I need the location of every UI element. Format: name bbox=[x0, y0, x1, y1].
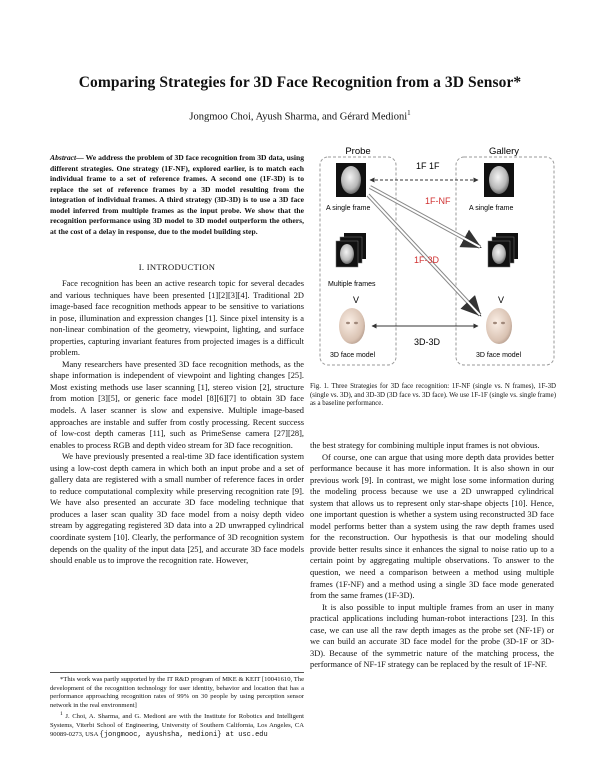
probe-v-symbol: V bbox=[352, 295, 360, 305]
figure-caption: Fig. 1. Three Strategies for 3D face recognition: 1F-NF (single vs. N frames), 1F-3D (single vs. 3D), and 3D-3D (3D face vs. 3D face). We use 1F-1F (single vs. single frame) as a baseline performance. bbox=[310, 383, 556, 408]
abstract-label: Abstract bbox=[50, 153, 77, 162]
author-footnote-mark: 1 bbox=[407, 109, 411, 117]
affiliation-text: J. Choi, A. Sharma, and G. Medioni are with the Institute for Robotics and Intelligent Systems, Viterbi School of Engineering, University of Southern California, Los Angeles, CA 90089-0273, USA bbox=[50, 713, 304, 738]
footnotes bbox=[50, 672, 304, 739]
gallery-v-symbol: V bbox=[497, 295, 505, 305]
gallery-label: Gallery bbox=[488, 146, 520, 157]
intro-paragraph: the best strategy for combining multiple input frames is not obvious. bbox=[310, 441, 540, 450]
intro-paragraph: Many researchers have presented 3D face recognition methods, as the shape information is independent of viewpoint and lighting changes [25]. Most existing methods use laser scanning [1], stereo vision [2], structure from motion [3][5], or generic face model [8][6][7] to obtain 3D face models. A laser scanner is slow and expensive. Multiple image-based approaches are instable and suffer from costly processing. Recent success of low-cost depth cameras [11], such as PrimeSense camera [27][28], enables to process RGB and depth video stream for 3D face recognition. bbox=[50, 359, 304, 450]
probe-single-frame-label: A single frame bbox=[326, 205, 371, 212]
author-emails: {jongmooc, ayushsha, medioni} at usc.edu bbox=[99, 730, 268, 739]
probe-multiple-frames-image bbox=[336, 233, 366, 267]
intro-right-column bbox=[310, 440, 554, 671]
gallery-3d-face-model-image bbox=[486, 308, 512, 344]
intro-paragraph: We have previously presented a real-time 3D face identification system using a low-cost depth camera in which both an input probe and a set of gallery data are registered with a small number of reference faces in order to reduce computational complexity while preserving recognition rate [9]. We have also presented an accurate 3D face modeling technique that produces a laser scan quality 3D face model from a noisy depth video stream by aggregating registered 3D data into a 2D unwrapped cylindrical coordinate system [10]. Clearly, the performance of 3D recognition system depends on the quality of the input data [25], and accurate 3D face models should enable us to improve the recognition rate. However, bbox=[50, 452, 304, 566]
gallery-single-frame-image bbox=[484, 163, 514, 197]
abstract bbox=[50, 153, 304, 237]
section-heading-introduction: I. INTRODUCTION bbox=[138, 262, 216, 272]
label-1f-nf: 1F-NF bbox=[425, 196, 451, 206]
probe-label: Probe bbox=[345, 146, 371, 157]
intro-paragraph: It is also possible to input multiple frames from an user in many practical applications including human-robot interactions [23]. In this case, we can use all the raw depth images as the probe set (NF-1F) or we can build an accurate 3D face model for the probe (3D-1F or 3D-3D). Because of the symmetric nature of the matching process, the performance of NF-1F strategy can be replaced by the result of 1F-NF. bbox=[310, 602, 554, 670]
gallery-3d-model-label: 3D face model bbox=[476, 352, 522, 359]
strategy-figure bbox=[318, 143, 558, 369]
label-1f-1f: 1F 1F bbox=[416, 161, 440, 171]
affiliation-footnote-mark: 1 bbox=[60, 711, 63, 718]
intro-left-column bbox=[50, 278, 304, 567]
gallery-multiple-frames-image bbox=[488, 233, 518, 267]
label-3d-3d: 3D-3D bbox=[414, 337, 441, 347]
probe-3d-model-label: 3D face model bbox=[330, 352, 376, 359]
paper-title: Comparing Strategies for 3D Face Recognition from a 3D Sensor* bbox=[78, 74, 522, 91]
probe-3d-face-model-image bbox=[339, 308, 365, 344]
intro-paragraph: Of course, one can argue that using more depth data provides better performance because it has more information. It is also shown in our previous work [9]. In contrast, we might lose some information during the modeling process because we use a 2D unwrapped cylindrical system that allows us to represent only star-shape objects [10]. Hence, one important question is whether a system using reconstructed 3D face model performs better than a system using the raw depth frames used for the reconstruction. Our hypothesis is that our modeling should provide better results since it enhances the signal to noise ratio up to a certain point by aggregating multiple observations. To answer to the question, we need a comparison between a method using multiple frames (1F-NF) and a method using a single 3D face mode generated from the same frames (1F-3D). bbox=[310, 452, 554, 601]
affiliation-footnote bbox=[50, 710, 304, 739]
abstract-text: — We address the problem of 3D face recognition from 3D data, using different strategies. One strategy (1F-NF), explored earlier, is to match each individual frame to a set of reference frames. A second one (1F-3D) is to replace the set of reference frames by a 3D model resulting from the integration of individual frames. A third strategy (3D-3D) is to use a 3D face model inferred from multiple frames as the input probe. We show that the recognition performance using 3D model to 3D model outperform the others, at the cost of a delay in response, due to the model building step. bbox=[50, 153, 304, 236]
label-1f-3d: 1F-3D bbox=[414, 255, 440, 265]
intro-paragraph: Face recognition has been an active research topic for several decades and various techniques have been presented [1][2][3][4]. Traditional 2D image-based face recognition methods appear to be sensitive to variations in pose, illumination and expression changes [1]. Since pixel intensity is a non-linear combination of the geometry, viewpoint, lighting, and surface properties, capturing invariant features from projected images is a difficult problem. bbox=[50, 279, 304, 358]
probe-single-frame-image bbox=[336, 163, 366, 197]
funding-footnote: *This work was partly supported by the IT R&D program of MKE & KEIT [10041610, The development of the recognition technology for user identity, behavior and location that has a performance approaching recognition rates of 99% on 30 people by using perception sensor network in the real environment] bbox=[50, 676, 304, 709]
author-names: Jongmoo Choi, Ayush Sharma, and Gérard Medioni bbox=[189, 111, 408, 123]
gallery-single-frame-label: A single frame bbox=[469, 205, 514, 212]
author-line bbox=[40, 109, 560, 123]
probe-multiple-frames-label: Multiple frames bbox=[328, 281, 376, 288]
